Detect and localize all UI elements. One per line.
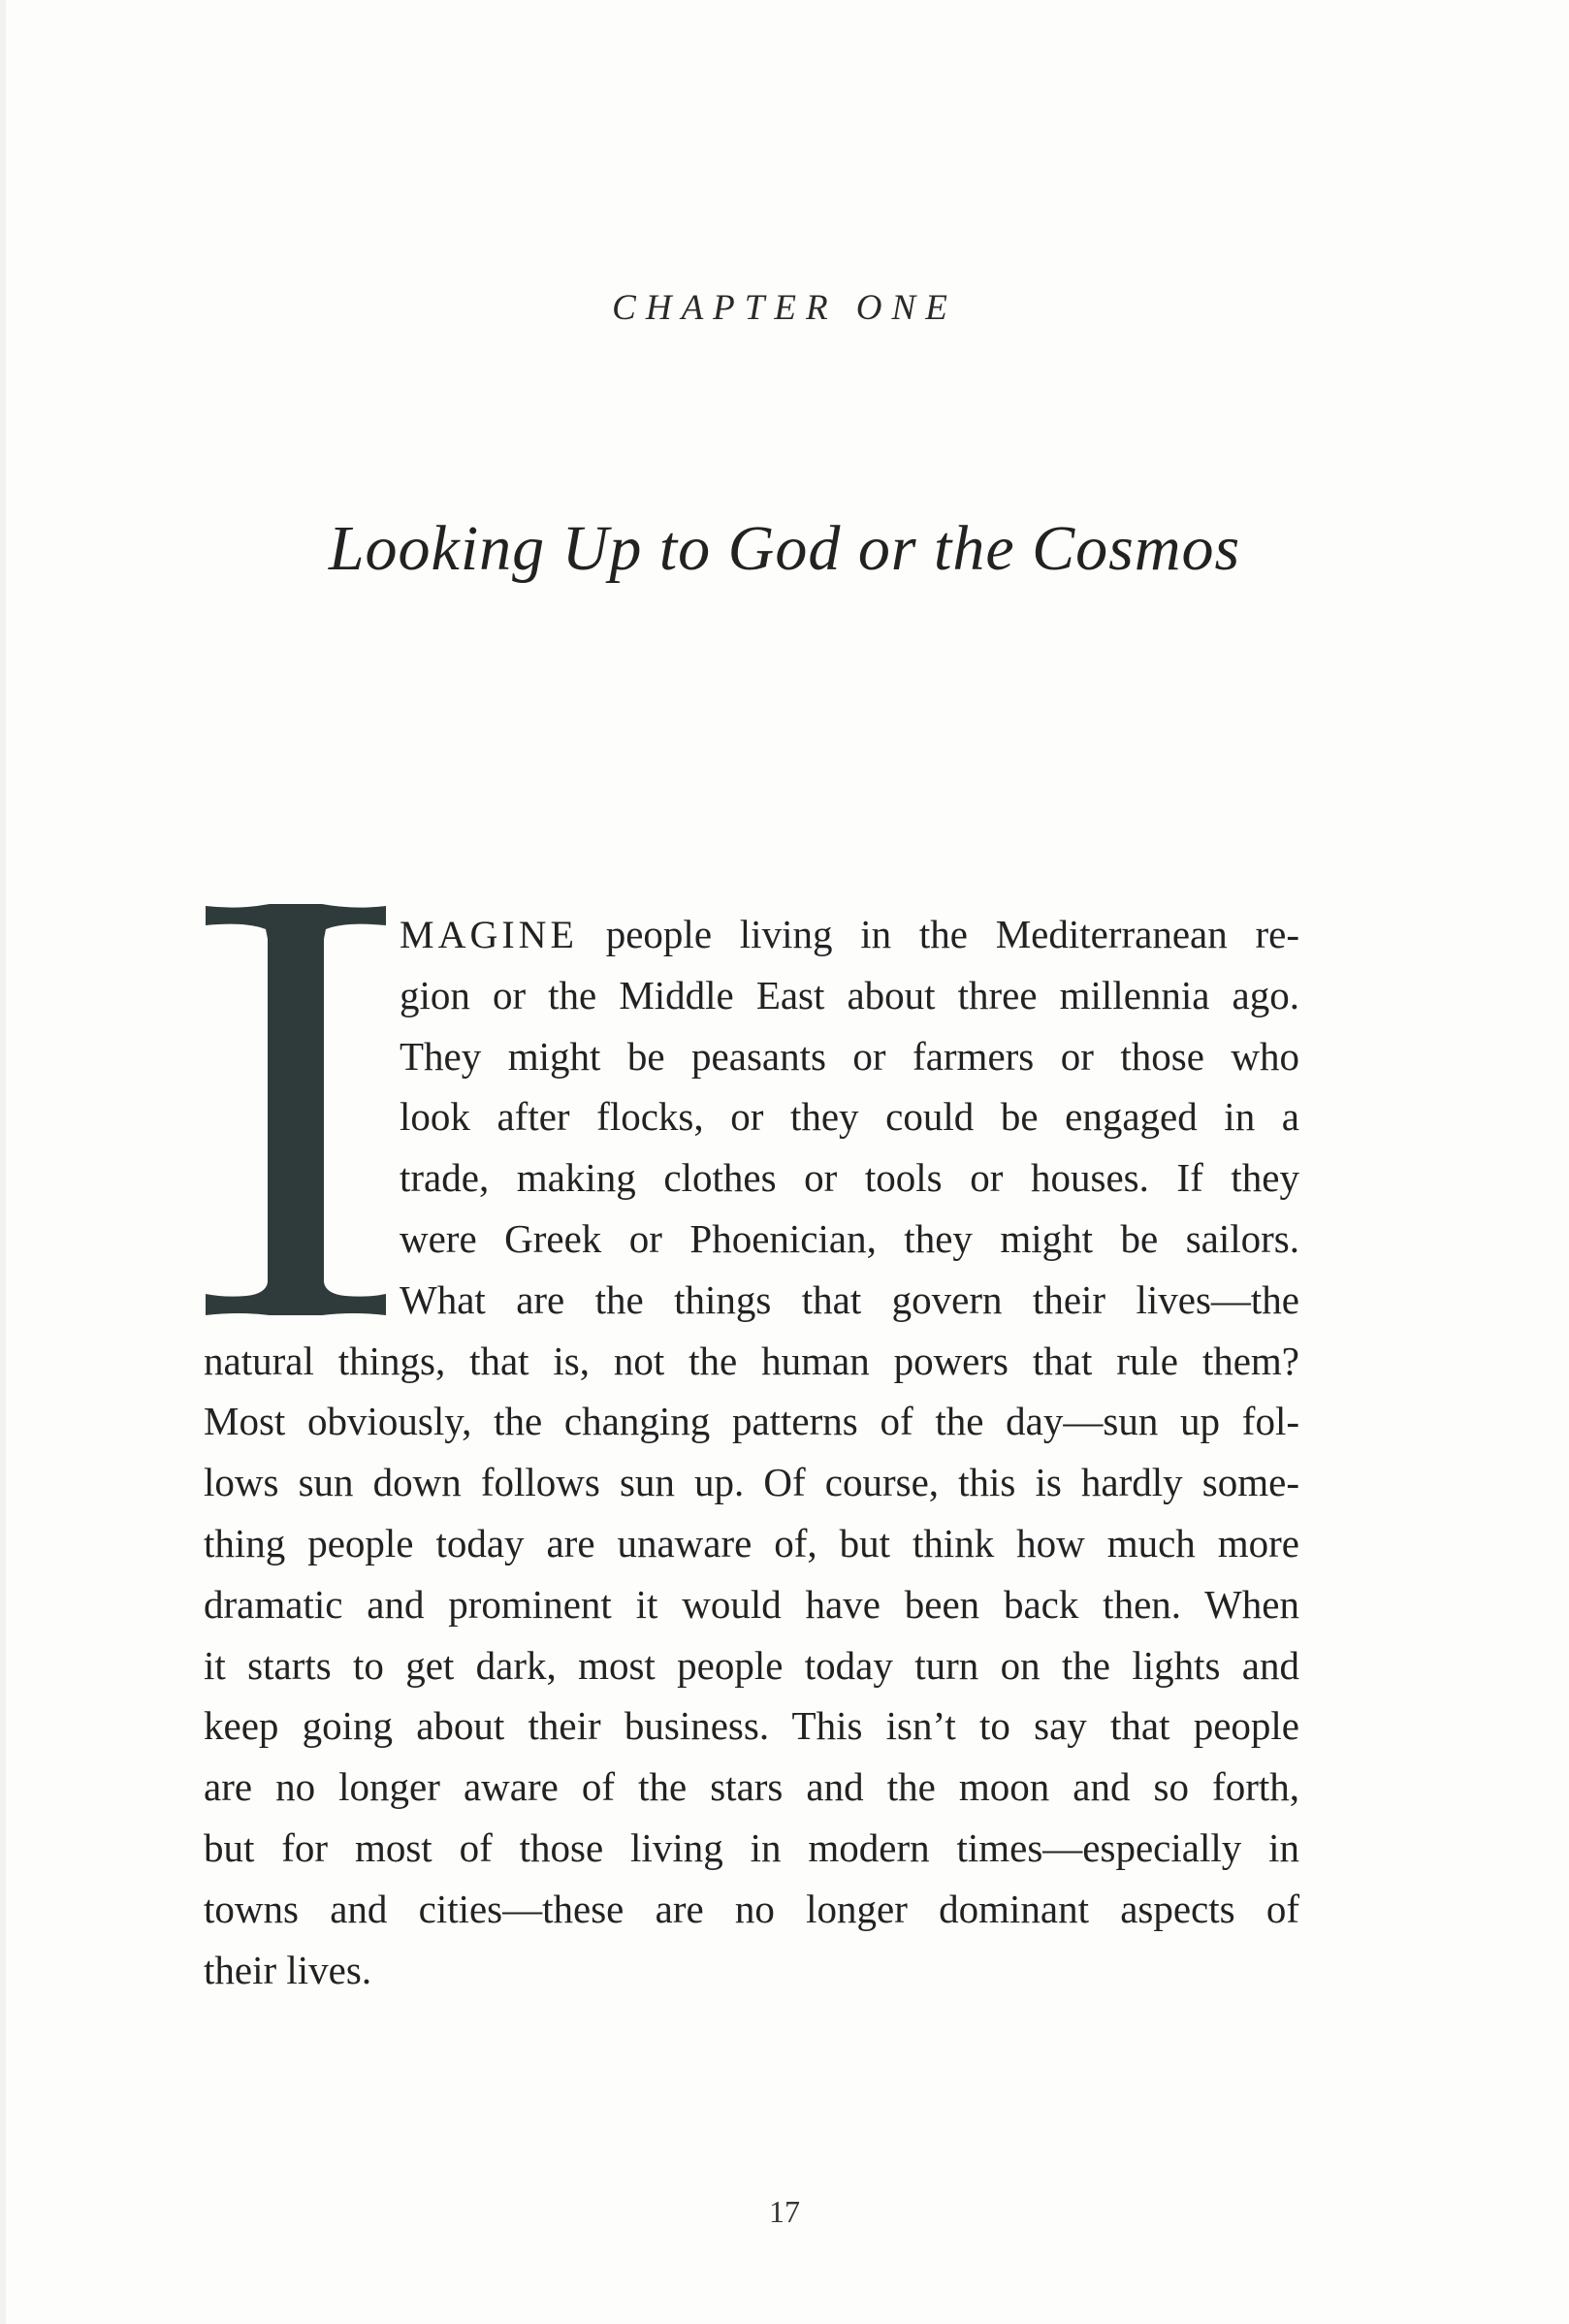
body-paragraph	[204, 904, 1299, 2000]
paragraph-line-18: their lives.	[204, 1947, 372, 1992]
paragraph-line-7: What are the things that govern their lives—the	[400, 1276, 1299, 1322]
page-number: 17	[769, 2194, 800, 2229]
paragraph-line-16: but for most of those living in modern times—especially in	[204, 1824, 1299, 1870]
paragraph-line-4: look after flocks, or they could be engaged in a	[400, 1094, 1299, 1140]
paragraph-line-17: towns and cities—these are no longer dominant aspects of	[204, 1886, 1299, 1931]
chapter-title: Looking Up to God or the Cosmos	[328, 513, 1241, 584]
paragraph-line-5: trade, making clothes or tools or houses. If they	[400, 1155, 1299, 1201]
paragraph-line-1	[400, 904, 1299, 965]
paragraph-line-10: lows sun down follows sun up. Of course, this is hardly some-	[204, 1460, 1299, 1505]
paragraph-line-3: They might be peasants or farmers or those who	[400, 1033, 1299, 1079]
paragraph-line-8: natural things, that is, not the human powers that rule them?	[204, 1338, 1299, 1383]
paragraph-line-12: dramatic and prominent it would have been back then. When	[204, 1581, 1299, 1627]
opening-smallcaps: MAGINE	[400, 913, 578, 956]
paragraph-line-2: gion or the Middle East about three millennia ago.	[400, 972, 1299, 1017]
chapter-label: CHAPTER ONE	[612, 288, 957, 328]
paragraph-line-text: people living in the Mediterranean re-	[577, 912, 1299, 956]
paragraph-line-6: were Greek or Phoenician, they might be sailors.	[400, 1215, 1299, 1261]
paragraph-line-14: keep going about their business. This isn’t to say that people	[204, 1703, 1299, 1749]
paragraph-line-15: are no longer aware of the stars and the moon and so forth,	[204, 1764, 1299, 1810]
paragraph-line-11: thing people today are unaware of, but think how much more	[204, 1520, 1299, 1565]
scan-edge-shadow	[0, 0, 6, 2324]
paragraph-line-13: it starts to get dark, most people today turn on the lights and	[204, 1642, 1299, 1688]
paragraph-line-9: Most obviously, the changing patterns of the day—sun up fol-	[204, 1399, 1299, 1444]
